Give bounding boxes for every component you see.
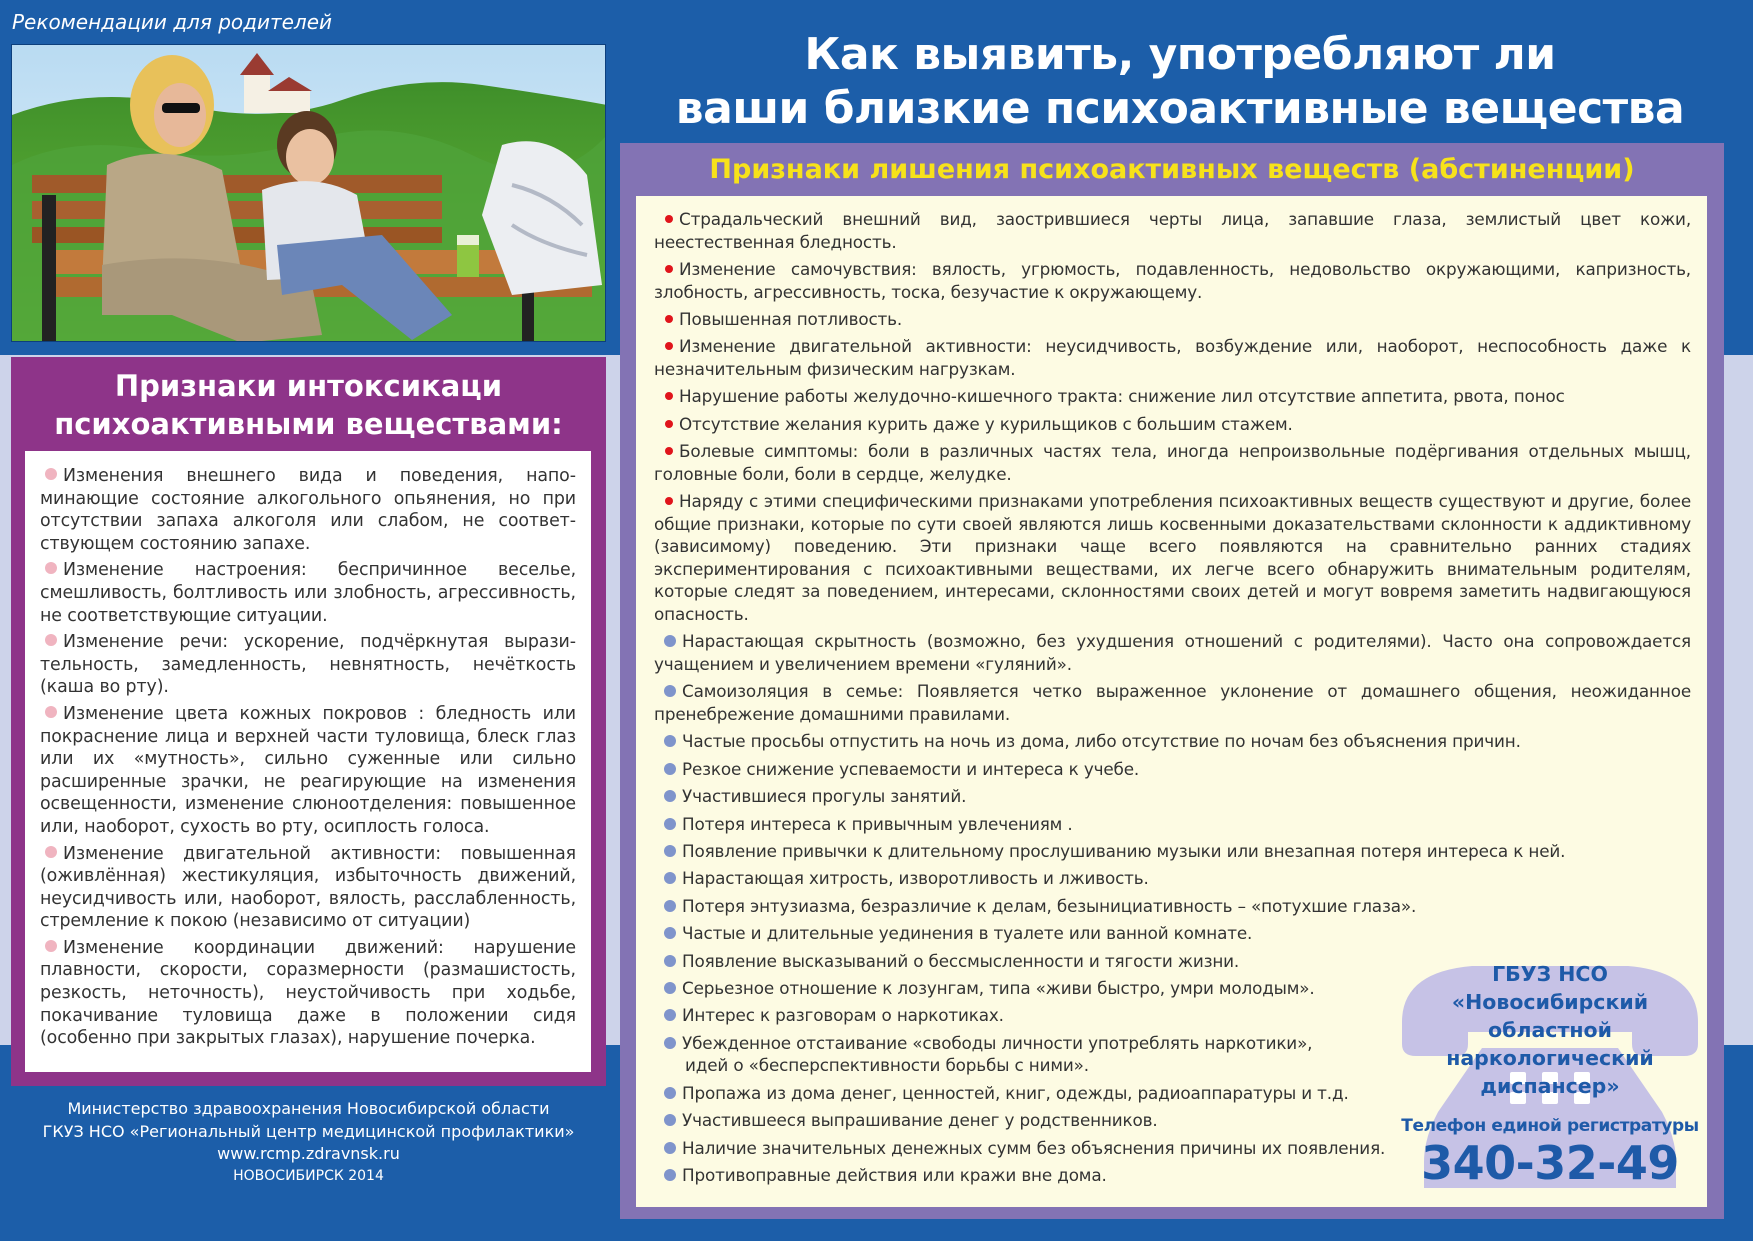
red-bullet bbox=[665, 265, 673, 273]
list-item-text: Интерес к разговорам о наркотиках. bbox=[682, 1005, 1004, 1026]
blue-bullet bbox=[664, 735, 676, 747]
blue-bullet bbox=[664, 1114, 676, 1126]
blue-bullet bbox=[664, 1169, 676, 1181]
dispensary-phone-badge bbox=[1392, 952, 1708, 1196]
blue-bullet bbox=[664, 1037, 676, 1049]
list-item-text: Противоправные действия или кражи вне дома. bbox=[682, 1164, 1107, 1185]
list-item bbox=[654, 208, 1691, 253]
list-item-text: Убежденное отстаивание «свободы личности употреблять наркотики», bbox=[682, 1032, 1313, 1053]
list-item-text: Потеря интереса к привычным увлечениям . bbox=[682, 813, 1073, 834]
list-item bbox=[40, 843, 576, 933]
list-item bbox=[654, 413, 1691, 436]
publisher-footer bbox=[11, 1098, 606, 1186]
blue-bullet bbox=[664, 1087, 676, 1099]
list-item bbox=[654, 867, 1691, 890]
footer-city-year: НОВОСИБИРСК 2014 bbox=[233, 1167, 384, 1184]
list-item bbox=[654, 730, 1691, 753]
list-item bbox=[654, 922, 1394, 945]
list-item bbox=[654, 977, 1394, 1000]
blue-bullet bbox=[664, 900, 676, 912]
bullet-dot bbox=[45, 468, 57, 480]
blue-bullet bbox=[664, 635, 676, 647]
red-bullet bbox=[665, 215, 673, 223]
org-line: диспансер» bbox=[1480, 1074, 1620, 1098]
list-item bbox=[654, 258, 1691, 303]
red-bullet bbox=[665, 447, 673, 455]
title-line-2: ваши близкие психоактивные вещества bbox=[675, 83, 1685, 134]
red-bullet bbox=[665, 315, 673, 323]
red-bullet bbox=[665, 392, 673, 400]
list-item-text: Пропажа из дома денег, ценностей, книг, одежды, радиоаппаратуры и т.д. bbox=[682, 1082, 1349, 1103]
red-bullet bbox=[665, 342, 673, 350]
list-item bbox=[654, 630, 1691, 675]
list-item-text: Наличие значительных денежных сумм без объяснения причины их появления. bbox=[682, 1137, 1386, 1158]
list-item-text: Изменения внешнего вида и поведения, напоминающие состояние алкогольного опьянения, но при отсутствии запаха алкоголя или слабом, не соответствующем состоянию запахе. bbox=[40, 466, 576, 554]
bullet-dot bbox=[45, 940, 57, 952]
intoxication-signs-list bbox=[25, 451, 591, 1072]
blue-bullet bbox=[664, 1009, 676, 1021]
list-item-text: Изменение настроения: беспричинное веселье, смешливость, болтливость или злобность, агрессивность, не соответствующие ситуации. bbox=[40, 560, 576, 626]
red-bullet bbox=[665, 420, 673, 428]
list-item bbox=[654, 335, 1691, 380]
poster-subtitle: Рекомендации для родителей bbox=[12, 10, 332, 34]
list-item-continuation: идей о «бесперспективности борьбы с ними». bbox=[685, 1055, 1089, 1076]
blue-bullet bbox=[664, 685, 676, 697]
org-line: областной bbox=[1488, 1018, 1612, 1042]
blue-bullet bbox=[664, 982, 676, 994]
list-item bbox=[654, 813, 1691, 836]
list-item-text: Частые просьбы отпустить на ночь из дома, либо отсутствие по ночам без объяснения причин. bbox=[682, 731, 1521, 752]
list-item bbox=[40, 559, 576, 627]
blue-bullet bbox=[664, 790, 676, 802]
list-item bbox=[654, 1082, 1394, 1105]
list-item bbox=[654, 680, 1691, 725]
intoxication-signs-heading bbox=[11, 367, 606, 443]
heading-line-2: психоактивными веществами: bbox=[54, 407, 563, 441]
dispensary-name bbox=[1392, 960, 1708, 1100]
blue-bullet bbox=[664, 927, 676, 939]
footer-center: ГКУЗ НСО «Региональный центр медицинской профилактики» bbox=[42, 1121, 575, 1141]
list-item-text: Появление высказываний о бессмысленности и тягости жизни. bbox=[682, 950, 1240, 971]
list-item-text: Изменение координации движений: нарушение плавности, скорости, соразмерности (размашистость, резкость, неточность), неустойчивость при ходьбе, покачивание туловища даже в положении сидя (особенно при закрытых глазах), нарушение почерка. bbox=[40, 937, 576, 1049]
list-item-text: Наряду с этими специфическими признаками употребления психоактивных веществ существуют и другие, более общие признаки, которые по сути своей являются лишь косвенными доказательствами склонности к аддиктивному (зависимому) поведению. Эти признаки чаще всего появляются на сравнительно ранних стадиях экспериментирования с психоактивными веществами, их легче всего обнаружить внимательным родителям, которые следят за поведением, интересами, склонностями своих детей и могут вовремя заметить надвигающуюся опасность. bbox=[654, 491, 1691, 625]
bullet-dot bbox=[45, 634, 57, 646]
list-item bbox=[654, 1137, 1394, 1160]
list-item-text: Нарастающая хитрость, изворотливость и лживость. bbox=[682, 868, 1149, 889]
list-item bbox=[654, 1164, 1394, 1187]
list-item bbox=[654, 1004, 1394, 1027]
list-item-text: Изменение цвета кожных покровов : бледность или покраснение лица и верхней части туловища, блеск глаз или их «мутность», сильно суженные или сильно расширенные зрачки, не реагирующие на изменения освещенности, изменение слюноотделения: повышенное или, наоборот, сухость во рту, осиплость голоса. bbox=[40, 703, 576, 837]
list-item-text: Отсутствие желания курить даже у курильщиков с большим стажем. bbox=[679, 413, 1293, 434]
registry-phone-number: 340-32-49 bbox=[1421, 1136, 1679, 1190]
list-item-text: Серьезное отношение к лозунгам, типа «живи быстро, умри молодым». bbox=[682, 977, 1315, 998]
list-item bbox=[654, 1032, 1394, 1077]
list-item-text: Страдальческий внешний вид, заострившиеся черты лица, запавшие глаза, землистый цвет кожи, неестественная бледность. bbox=[654, 209, 1691, 252]
list-item bbox=[654, 308, 1691, 331]
list-item bbox=[654, 895, 1691, 918]
list-item bbox=[654, 950, 1394, 973]
heading-line-1: Признаки интоксикаци bbox=[114, 369, 503, 403]
intoxication-signs-panel bbox=[11, 357, 606, 1086]
footer-website: www.rcmp.zdravnsk.ru bbox=[217, 1144, 400, 1163]
list-item-text: Потеря энтузиазма, безразличие к делам, безынициативность – «потухшие глаза». bbox=[682, 895, 1417, 916]
list-item bbox=[40, 703, 576, 839]
poster-title bbox=[620, 28, 1740, 136]
withdrawal-signs-heading: Признаки лишения психоактивных веществ (абстиненции) bbox=[709, 154, 1635, 185]
list-item bbox=[654, 440, 1691, 485]
blue-bullet bbox=[664, 872, 676, 884]
list-item-text: Резкое снижение успеваемости и интереса к учебе. bbox=[682, 758, 1140, 779]
bullet-dot bbox=[45, 846, 57, 858]
blue-bullet bbox=[664, 1142, 676, 1154]
photo-mother-and-son bbox=[11, 44, 606, 342]
list-item-text: Участившееся выпрашивание денег у родственников. bbox=[682, 1110, 1158, 1131]
list-item-text: Участившиеся прогулы занятий. bbox=[682, 786, 967, 807]
blue-bullet bbox=[664, 818, 676, 830]
blue-bullet bbox=[664, 845, 676, 857]
list-item-text: Изменение самочувствия: вялость, угрюмость, подавленность, недовольство окружающими, капризность, злобность, агрессивность, тоска, безучастие к окружающему. bbox=[654, 258, 1691, 302]
list-item-text: Повышенная потливость. bbox=[679, 308, 903, 329]
list-item bbox=[654, 758, 1691, 781]
org-line: наркологический bbox=[1446, 1046, 1654, 1070]
registry-phone-label: Телефон единой регистратуры bbox=[1401, 1116, 1699, 1136]
bullet-dot bbox=[45, 706, 57, 718]
list-item bbox=[40, 631, 576, 699]
list-item-text: Самоизоляция в семье: Появляется четко выраженное уклонение от домашнего общения, неожиданное пренебрежение домашними правилами. bbox=[654, 681, 1691, 725]
list-item-text: Появление привычки к длительному прослушиванию музыки или внезапная потеря интереса к ней. bbox=[682, 841, 1566, 861]
blue-bullet bbox=[664, 763, 676, 775]
list-item-text: Изменение речи: ускорение, подчёркнутая выразительность, замедленность, невнятность, нечёткость (каша во рту). bbox=[40, 632, 576, 698]
list-item bbox=[654, 785, 1691, 808]
list-item bbox=[40, 465, 576, 555]
list-item-text: Изменение двигательной активности: повышенная (оживлённая) жестикуляция, избыточность движений, неусидчивость или, наоборот, вялость, расслабленность, стремление к покою (независимо от ситуации) bbox=[40, 843, 576, 932]
list-item bbox=[654, 490, 1691, 626]
red-bullet bbox=[665, 497, 673, 505]
list-item bbox=[40, 937, 576, 1050]
list-item-text: Нарушение работы желудочно-кишечного тракта: снижение лил отсутствие аппетита, рвота, понос bbox=[679, 386, 1565, 407]
footer-ministry: Министерство здравоохранения Новосибирской области bbox=[67, 1099, 550, 1118]
list-item-text: Болевые симптомы: боли в различных частях тела, иногда непроизвольные подёргивания отдельных мышц, головные боли, боли в сердце, желудке. bbox=[654, 441, 1691, 484]
list-item bbox=[654, 385, 1691, 408]
title-line-1: Как выявить, употребляют ли bbox=[804, 29, 1556, 80]
blue-bullet bbox=[664, 955, 676, 967]
list-item bbox=[654, 840, 1691, 863]
org-line: ГБУЗ НСО bbox=[1492, 962, 1608, 986]
bullet-dot bbox=[45, 562, 57, 574]
list-item-text: Частые и длительные уединения в туалете или ванной комнате. bbox=[682, 923, 1253, 944]
photo-illustration bbox=[12, 45, 606, 342]
list-item-text: Нарастающая скрытность (возможно, без ухудшения отношений с родителями). Часто она сопровождается учащением и увеличением времени «гуляний». bbox=[654, 631, 1691, 675]
list-item-text: Изменение двигательной активности: неусидчивость, возбуждение или, наоборот, неспособность даже к незначительным физическим нагрузкам. bbox=[654, 336, 1691, 379]
org-line: «Новосибирский bbox=[1451, 990, 1649, 1014]
list-item bbox=[654, 1109, 1394, 1132]
